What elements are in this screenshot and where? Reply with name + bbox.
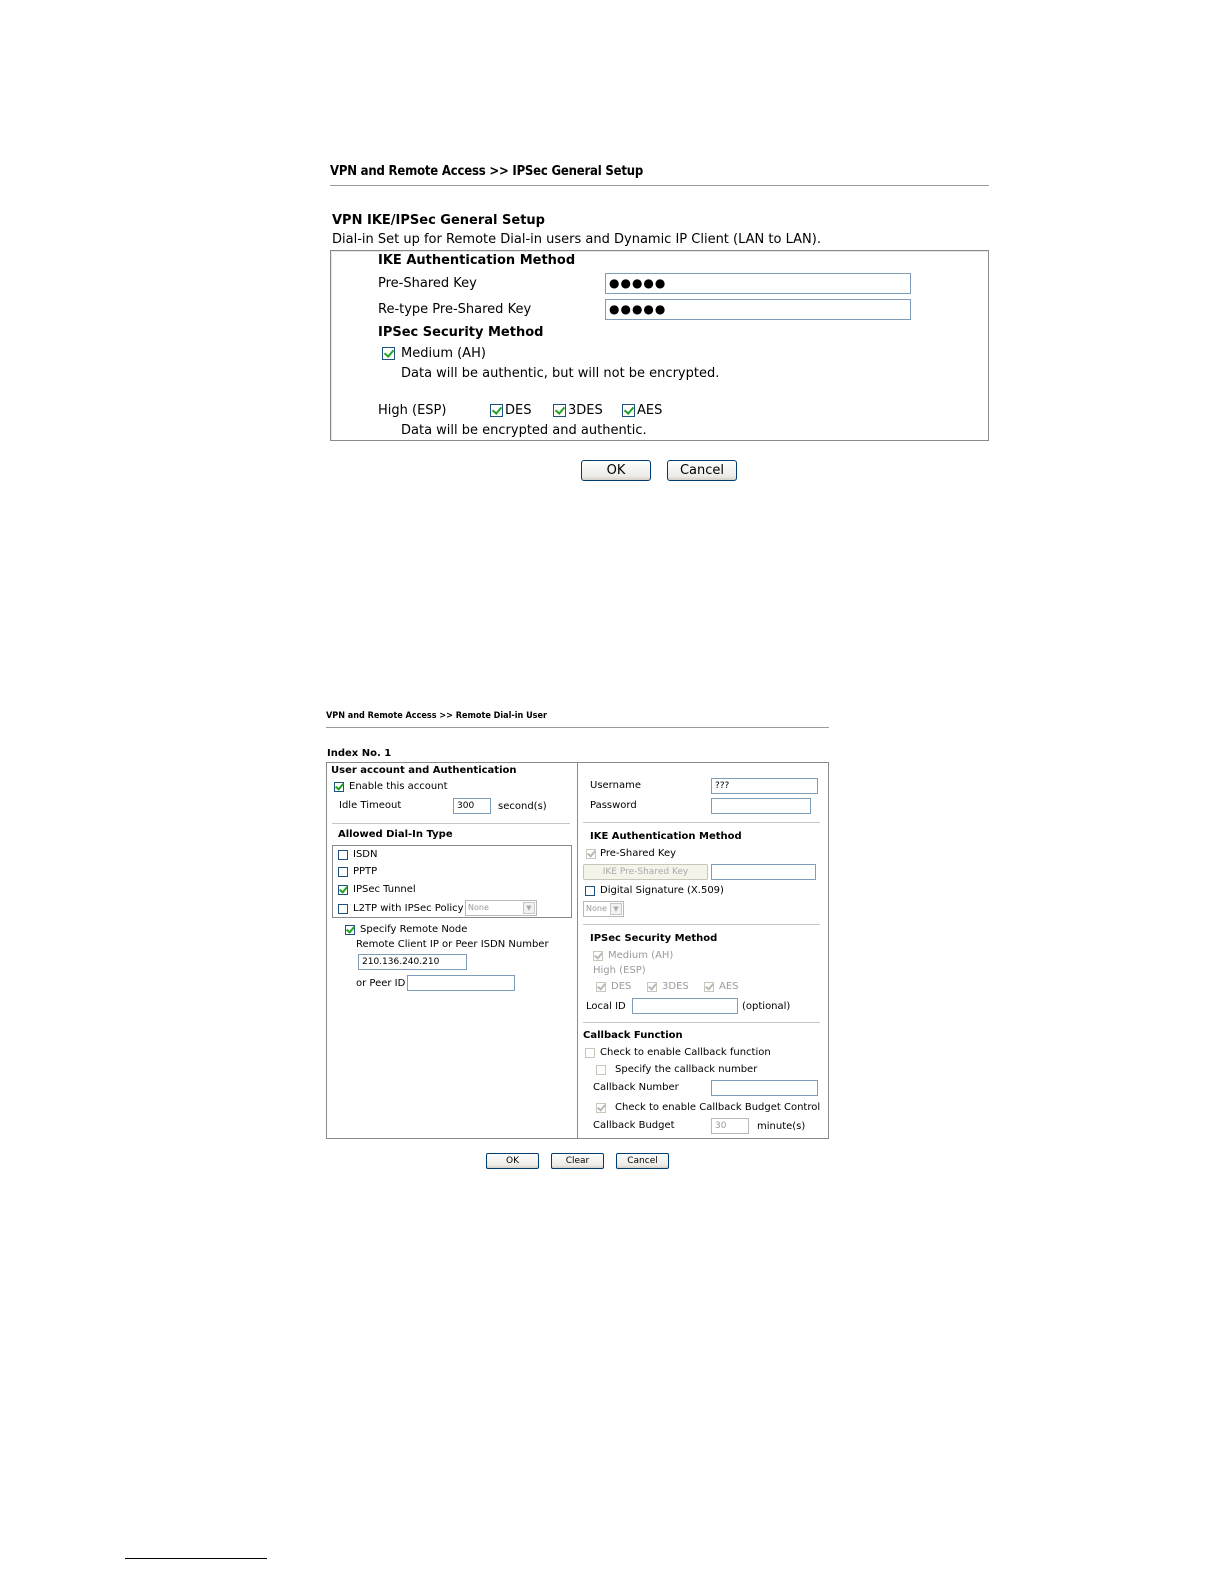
budget-control-label: Check to enable Callback Budget Control: [615, 1102, 821, 1113]
idle-timeout-unit: second(s): [498, 801, 547, 812]
digital-signature-label: Digital Signature (X.509): [600, 885, 724, 896]
3des-checkbox[interactable]: [553, 404, 566, 417]
l2tp-checkbox[interactable]: [338, 904, 348, 914]
psk-label: Pre-Shared Key: [378, 276, 477, 291]
pre-shared-key-label: Pre-Shared Key: [600, 848, 677, 859]
left-divider: [332, 823, 570, 824]
retype-psk-input[interactable]: ●●●●●: [605, 299, 911, 320]
column-divider: [577, 763, 578, 1138]
section-subtitle: Dial-in Set up for Remote Dial-in users and Dynamic IP Client (LAN to LAN).: [332, 232, 821, 247]
index-label: Index No. 1: [327, 748, 392, 759]
ike-auth-heading-2: IKE Authentication Method: [590, 831, 742, 842]
medium-ah-checkbox-2[interactable]: [593, 951, 603, 961]
chevron-down-icon: ▼: [523, 902, 535, 914]
ike-psk-input[interactable]: [711, 864, 816, 880]
title-divider: [330, 185, 989, 186]
3des-label: 3DES: [568, 403, 603, 418]
digital-signature-checkbox[interactable]: [585, 886, 595, 896]
aes-checkbox[interactable]: [622, 404, 635, 417]
3des-label-2: 3DES: [662, 981, 689, 992]
ipsec-method-heading-2: IPSec Security Method: [590, 933, 718, 944]
cancel-button-2[interactable]: Cancel: [616, 1153, 669, 1169]
retype-psk-label: Re-type Pre-Shared Key: [378, 302, 532, 317]
local-id-input[interactable]: [632, 998, 738, 1014]
clear-button[interactable]: Clear: [551, 1153, 604, 1169]
chevron-down-icon: ▼: [610, 903, 622, 915]
username-input[interactable]: ???: [711, 778, 818, 794]
password-input[interactable]: [711, 798, 811, 814]
callback-budget-input[interactable]: 30: [711, 1118, 749, 1134]
ike-auth-heading: IKE Authentication Method: [378, 253, 576, 268]
high-esp-label-2: High (ESP): [593, 965, 646, 976]
aes-checkbox-2[interactable]: [704, 982, 714, 992]
username-label: Username: [590, 780, 641, 791]
idle-timeout-input[interactable]: 300: [453, 798, 491, 814]
ipsec-method-heading: IPSec Security Method: [378, 325, 544, 340]
specify-callback-label: Specify the callback number: [615, 1064, 758, 1075]
des-label: DES: [505, 403, 532, 418]
des-checkbox-2[interactable]: [596, 982, 606, 992]
callback-budget-unit: minute(s): [757, 1121, 806, 1132]
remote-client-ip-input[interactable]: 210.136.240.210: [358, 954, 467, 970]
medium-ah-label-2: Medium (AH): [608, 950, 674, 961]
specify-remote-node-checkbox[interactable]: [345, 925, 355, 935]
pptp-label: PPTP: [353, 866, 378, 877]
high-esp-description: Data will be encrypted and authentic.: [401, 423, 647, 438]
l2tp-policy-value: None: [468, 903, 489, 912]
peer-id-label: or Peer ID: [356, 978, 406, 989]
callback-number-input[interactable]: [711, 1080, 818, 1096]
callback-enable-label: Check to enable Callback function: [600, 1047, 771, 1058]
idle-timeout-label: Idle Timeout: [339, 800, 402, 811]
section-heading: VPN IKE/IPSec General Setup: [332, 213, 545, 228]
ok-button[interactable]: OK: [581, 460, 651, 481]
ok-button-2[interactable]: OK: [486, 1153, 539, 1169]
psk-input[interactable]: ●●●●●: [605, 273, 911, 294]
l2tp-label: L2TP with IPSec Policy: [353, 903, 464, 914]
aes-label: AES: [637, 403, 663, 418]
password-label: Password: [590, 800, 637, 811]
callback-heading: Callback Function: [583, 1030, 683, 1041]
dialin-title-divider: [326, 727, 829, 728]
medium-ah-checkbox[interactable]: [382, 347, 395, 360]
ike-psk-button[interactable]: IKE Pre-Shared Key: [583, 864, 708, 880]
allowed-dialin-heading: Allowed Dial-In Type: [338, 829, 453, 840]
aes-label-2: AES: [719, 981, 739, 992]
enable-account-label: Enable this account: [349, 781, 448, 792]
digital-signature-value: None: [586, 904, 607, 913]
right-divider-2: [583, 924, 820, 925]
remote-client-ip-label: Remote Client IP or Peer ISDN Number: [356, 939, 549, 950]
digital-signature-select[interactable]: [583, 901, 624, 917]
pptp-checkbox[interactable]: [338, 867, 348, 877]
3des-checkbox-2[interactable]: [647, 982, 657, 992]
footnote-rule: [125, 1558, 267, 1559]
pre-shared-key-checkbox[interactable]: [586, 849, 596, 859]
des-checkbox[interactable]: [490, 404, 503, 417]
callback-enable-checkbox[interactable]: [585, 1048, 595, 1058]
high-esp-label: High (ESP): [378, 403, 447, 418]
local-id-optional: (optional): [742, 1001, 791, 1012]
l2tp-policy-select[interactable]: [465, 900, 537, 916]
dialin-breadcrumb: VPN and Remote Access >> Remote Dial-in User: [326, 711, 547, 721]
right-divider-3: [583, 1022, 820, 1023]
ipsec-tunnel-checkbox[interactable]: [338, 885, 348, 895]
peer-id-input[interactable]: [407, 975, 515, 991]
local-id-label: Local ID: [586, 1001, 626, 1012]
callback-budget-label: Callback Budget: [593, 1120, 675, 1131]
medium-ah-description: Data will be authentic, but will not be encrypted.: [401, 366, 720, 381]
budget-control-checkbox[interactable]: [596, 1103, 606, 1113]
ipsec-tunnel-label: IPSec Tunnel: [353, 884, 416, 895]
isdn-label: ISDN: [353, 849, 378, 860]
callback-number-label: Callback Number: [593, 1082, 679, 1093]
cancel-button[interactable]: Cancel: [667, 460, 737, 481]
des-label-2: DES: [611, 981, 632, 992]
user-account-heading: User account and Authentication: [331, 765, 517, 776]
right-divider-1: [583, 822, 820, 823]
specify-remote-node-label: Specify Remote Node: [360, 924, 468, 935]
medium-ah-label: Medium (AH): [401, 346, 486, 361]
page-breadcrumb: VPN and Remote Access >> IPSec General Setup: [330, 164, 644, 179]
isdn-checkbox[interactable]: [338, 850, 348, 860]
specify-callback-checkbox[interactable]: [596, 1065, 606, 1075]
enable-account-checkbox[interactable]: [334, 782, 344, 792]
